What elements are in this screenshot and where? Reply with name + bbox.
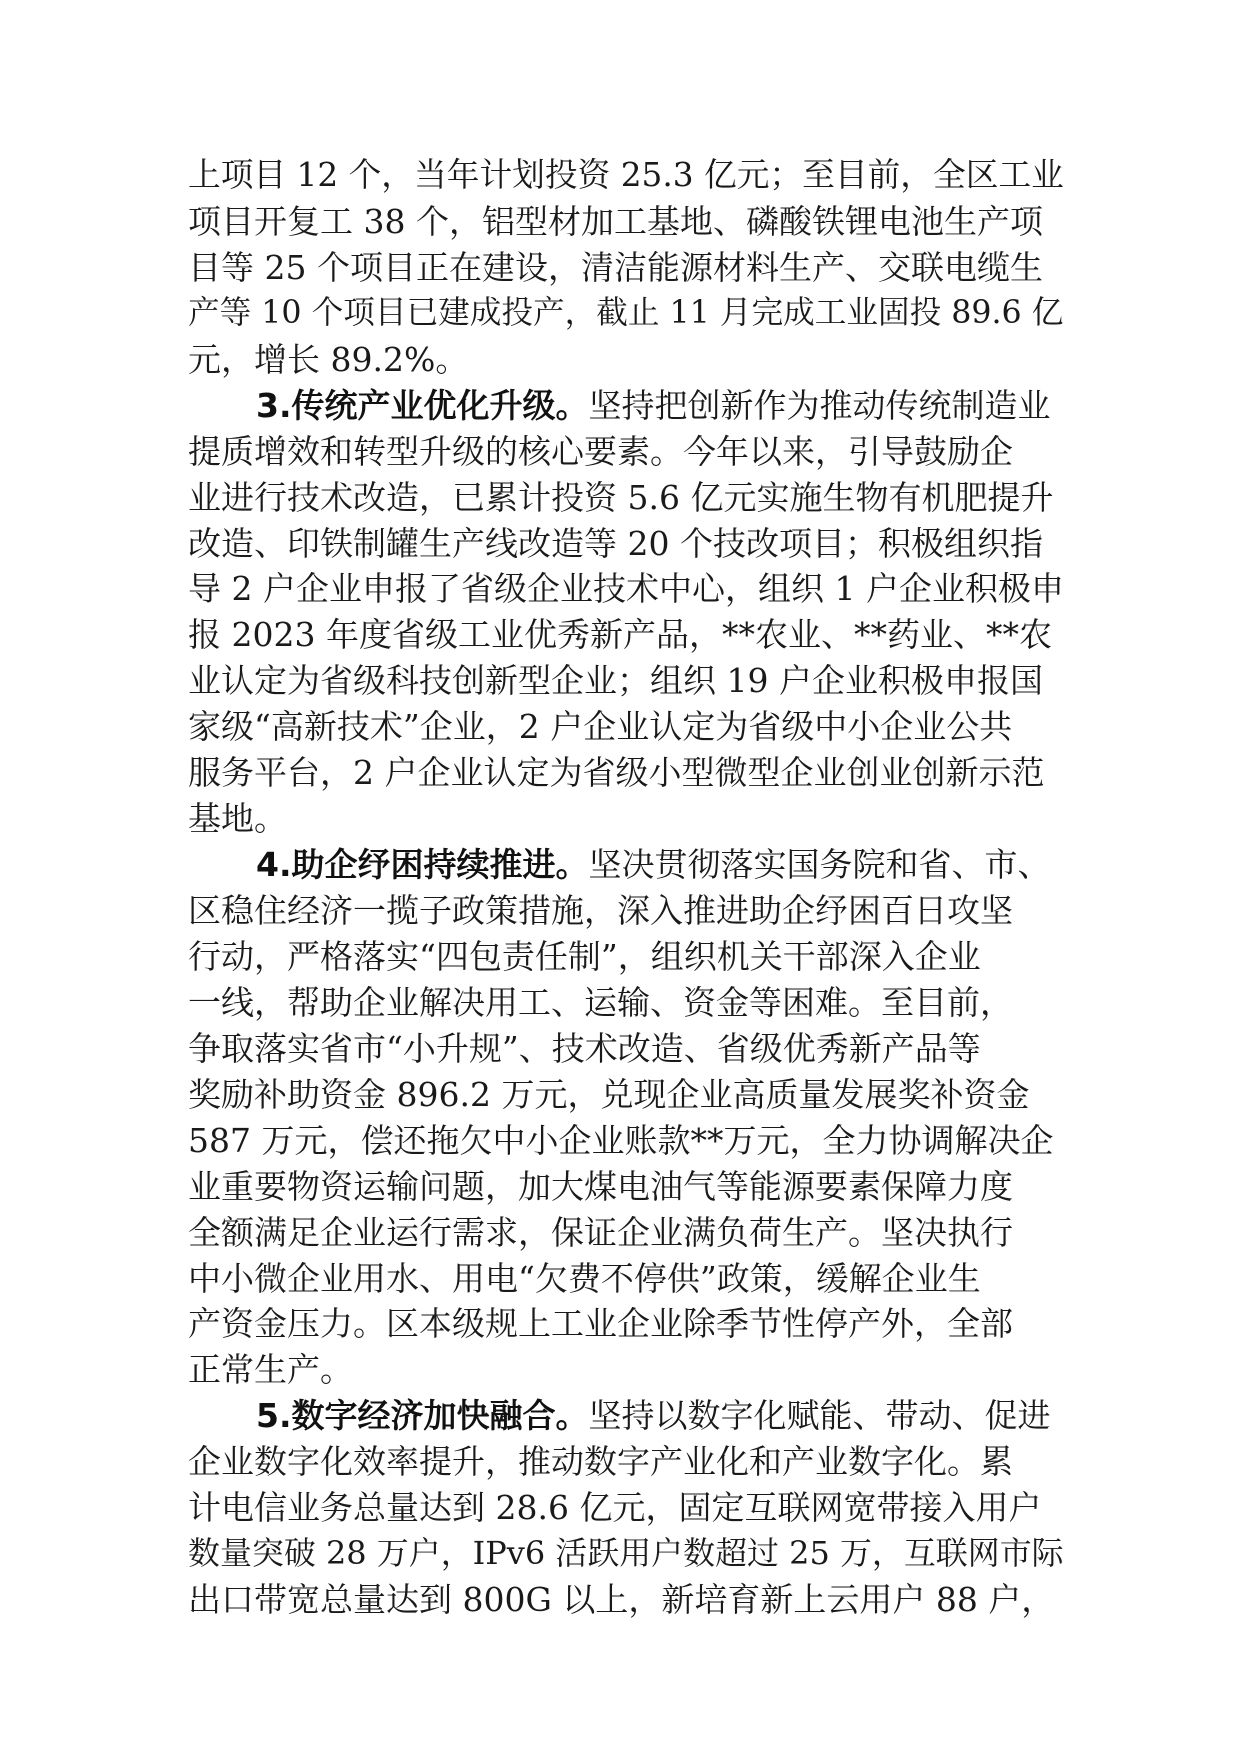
body-line: 正常生产。 bbox=[188, 1350, 353, 1390]
body-line: 587 万元，偿还拖欠中小企业账款**万元，全力协调解决企 bbox=[188, 1120, 1054, 1160]
body-line: 企业数字化效率提升，推动数字产业化和产业数字化。累 bbox=[188, 1442, 1013, 1482]
body-line: 奖励补助资金 896.2 万元，兑现企业高质量发展奖补资金 bbox=[188, 1074, 1030, 1114]
body-line: 报 2023 年度省级工业优秀新产品，**农业、**药业、**农 bbox=[188, 615, 1052, 655]
body-line: 争取落实省市“小升规”、技术改造、省级优秀新产品等 bbox=[188, 1028, 981, 1068]
body-line: 出口带宽总量达到 800G 以上，新培育新上云用户 88 户， bbox=[188, 1580, 1055, 1620]
body-line: 数量突破 28 万户，IPv6 活跃用户数超过 25 万，互联网市际 bbox=[188, 1534, 1064, 1573]
body-line: 行动，严格落实“四包责任制”，组织机关干部深入企业 bbox=[188, 936, 981, 976]
section-heading: 3.传统产业优化升级。 bbox=[256, 385, 589, 425]
body-line: 目等 25 个项目正在建设，清洁能源材料生产、交联电缆生 bbox=[188, 247, 1043, 287]
body-line: 上项目 12 个，当年计划投资 25.3 亿元；至目前，全区工业 bbox=[188, 156, 1064, 194]
body-line: 基地。 bbox=[188, 799, 287, 839]
paragraph-first-line bbox=[188, 842, 1068, 888]
body-line: 项目开复工 38 个，铝型材加工基地、磷酸铁锂电池生产项 bbox=[188, 201, 1043, 241]
body-line: 产等 10 个项目已建成投产，截止 11 月完成工业固投 89.6 亿 bbox=[188, 294, 1064, 331]
body-line: 改造、印铁制罐生产线改造等 20 个技改项目；积极组织指 bbox=[188, 523, 1043, 563]
body-line: 服务平台，2 户企业认定为省级小型微型企业创业创新示范 bbox=[188, 753, 1045, 793]
paragraph-first-line bbox=[188, 383, 1068, 429]
paragraph-text: 坚持把创新作为推动传统制造业 bbox=[588, 385, 1051, 425]
body-line: 产资金压力。区本级规上工业企业除季节性停产外，全部 bbox=[188, 1304, 1013, 1344]
section-heading: 4.助企纾困持续推进。 bbox=[256, 845, 589, 885]
body-line: 元，增长 89.2%。 bbox=[188, 339, 469, 379]
paragraph-text: 坚持以数字化赋能、带动、促进 bbox=[588, 1396, 1051, 1436]
section-heading: 5.数字经济加快融合。 bbox=[256, 1396, 589, 1436]
paragraph-text: 坚决贯彻落实国务院和省、市、 bbox=[588, 845, 1051, 885]
body-line: 一线，帮助企业解决用工、运输、资金等困难。至目前， bbox=[188, 982, 1013, 1022]
body-line: 中小微企业用水、用电“欠费不停供”政策，缓解企业生 bbox=[188, 1258, 981, 1298]
body-line: 家级“高新技术”企业，2 户企业认定为省级中小企业公共 bbox=[188, 707, 1013, 747]
body-line: 计电信业务总量达到 28.6 亿元，固定互联网宽带接入用户 bbox=[188, 1488, 1042, 1528]
body-line: 业进行技术改造，已累计投资 5.6 亿元实施生物有机肥提升 bbox=[188, 477, 1054, 517]
body-line: 提质增效和转型升级的核心要素。今年以来，引导鼓励企 bbox=[188, 431, 1013, 471]
body-line: 全额满足企业运行需求，保证企业满负荷生产。坚决执行 bbox=[188, 1212, 1013, 1252]
document-body bbox=[188, 153, 1068, 1623]
body-line: 导 2 户企业申报了省级企业技术中心，组织 1 户企业积极申 bbox=[188, 569, 1064, 609]
body-line: 业认定为省级科技创新型企业；组织 19 户企业积极申报国 bbox=[188, 661, 1043, 701]
paragraph-first-line bbox=[188, 1393, 1068, 1439]
body-line: 业重要物资运输问题，加大煤电油气等能源要素保障力度 bbox=[188, 1166, 1013, 1206]
body-line: 区稳住经济一揽子政策措施，深入推进助企纾困百日攻坚 bbox=[188, 891, 1013, 930]
